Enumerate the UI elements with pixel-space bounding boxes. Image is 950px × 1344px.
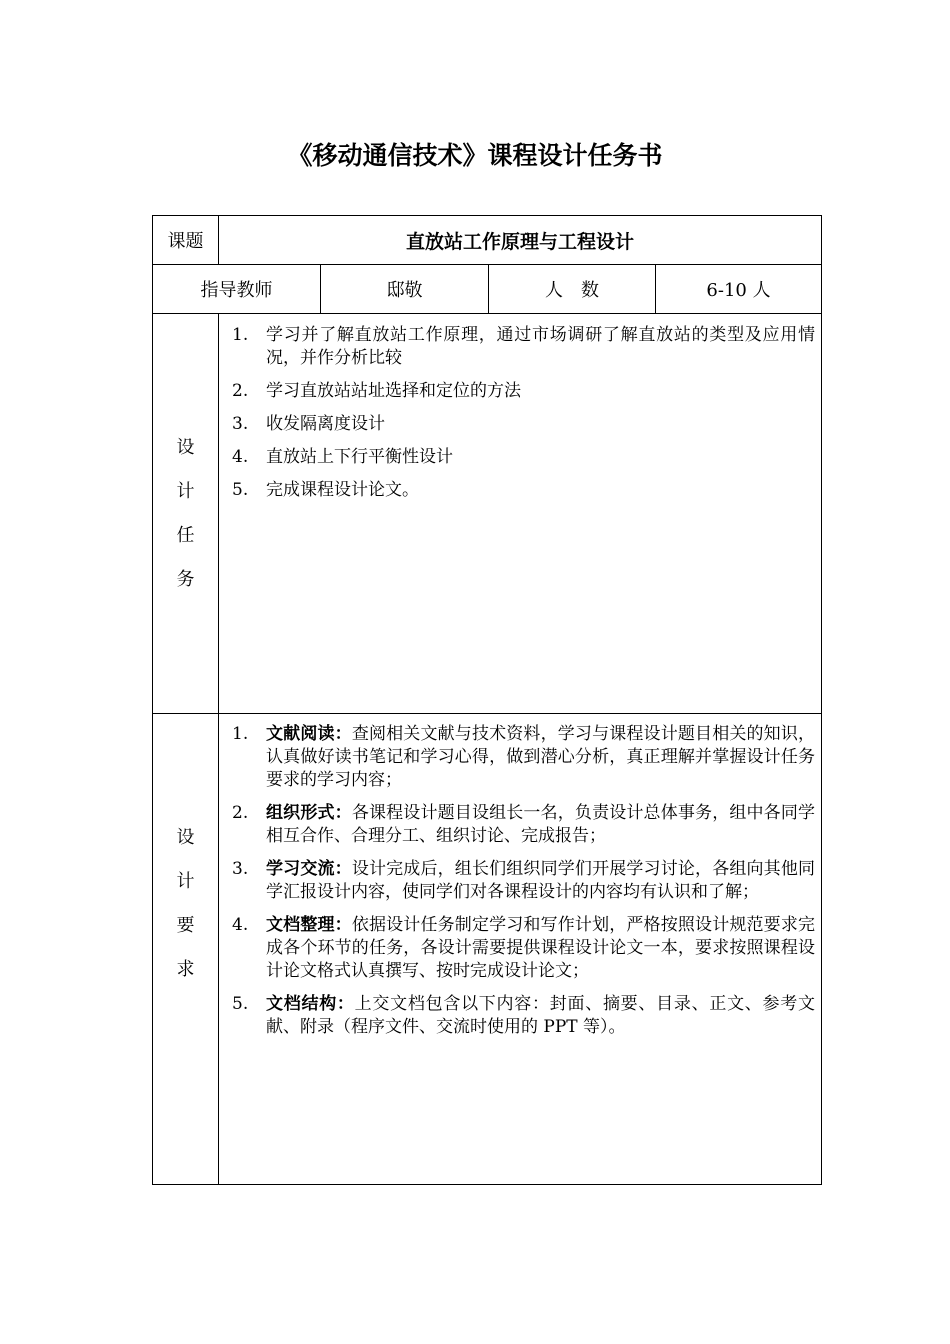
requirements-label-char: 求 — [176, 959, 195, 980]
item-text: 上交文档包含以下内容：封面、摘要、目录、正文、参考文献、附录（程序文件、交流时使用的 PPT 等）。 — [266, 994, 816, 1037]
item-heading: 文档整理： — [266, 915, 352, 935]
item-heading: 学习交流： — [266, 859, 352, 879]
item-number: 3. — [232, 414, 249, 434]
document-title: 《移动通信技术》课程设计任务书 — [287, 141, 663, 170]
list-item — [219, 993, 815, 1039]
item-heading: 文档结构： — [266, 994, 355, 1014]
requirements-label-char: 要 — [176, 915, 195, 936]
item-number: 5. — [232, 480, 249, 500]
item-text: 收发隔离度设计 — [266, 414, 385, 434]
requirements-label-char: 计 — [176, 871, 195, 892]
teacher-label: 指导教师 — [200, 280, 273, 301]
list-item — [219, 914, 815, 983]
tasks-label-cell — [153, 314, 218, 713]
item-number: 2. — [232, 803, 249, 823]
requirements-label-cell — [153, 714, 218, 1094]
list-item — [219, 446, 815, 469]
item-text: 完成课程设计论文。 — [266, 480, 419, 500]
list-item — [219, 324, 815, 370]
item-text: 设计完成后，组长们组织同学们开展学习讨论，各组向其他同学汇报设计内容，使同学们对各课程设计的内容均有认识和了解； — [266, 859, 816, 902]
item-number: 3. — [232, 859, 249, 879]
item-number: 1. — [232, 724, 249, 744]
list-item — [219, 858, 815, 904]
item-number: 5. — [232, 994, 249, 1014]
item-text: 各课程设计题目设组长一名，负责设计总体事务，组中各同学相互合作、合理分工、组织讨论、完成报告； — [266, 803, 816, 846]
item-number: 1. — [232, 325, 249, 345]
requirements-label — [177, 816, 195, 992]
people-label: 人 数 — [545, 280, 599, 301]
list-item — [219, 479, 815, 502]
tasks-label — [177, 426, 195, 602]
item-heading: 组织形式： — [266, 803, 352, 823]
item-text: 学习直放站站址选择和定位的方法 — [266, 381, 521, 401]
tasks-label-char: 务 — [176, 568, 195, 590]
tasks-list — [219, 324, 815, 512]
item-text: 查阅相关文献与技术资料，学习与课程设计题目相关的知识，认真做好读书笔记和学习心得，做到潜心分析，真正理解并掌握设计任务要求的学习内容； — [266, 724, 816, 790]
list-item — [219, 413, 815, 436]
tasks-label-char: 计 — [176, 480, 195, 502]
item-text: 直放站上下行平衡性设计 — [266, 447, 453, 467]
subject-value: 直放站工作原理与工程设计 — [405, 230, 634, 253]
task-table — [152, 215, 822, 1185]
tasks-label-char: 设 — [176, 436, 195, 458]
people-value: 6-10 人 — [706, 280, 771, 301]
item-text: 依据设计任务制定学习和写作计划，严格按照设计规范要求完成各个环节的任务，各设计需要提供课程设计论文一本，要求按照课程设计论文格式认真撰写、按时完成设计论文； — [266, 915, 816, 981]
list-item — [219, 723, 815, 792]
item-heading: 文献阅读： — [266, 724, 352, 744]
item-number: 2. — [232, 381, 249, 401]
item-number: 4. — [232, 915, 249, 935]
row-divider — [153, 313, 821, 314]
item-number: 4. — [232, 447, 249, 467]
item-text: 学习并了解直放站工作原理，通过市场调研了解直放站的类型及应用情况，并作分析比较 — [266, 325, 815, 368]
teacher-name: 邸敬 — [386, 280, 423, 301]
tasks-label-char: 任 — [176, 524, 195, 546]
list-item — [219, 380, 815, 403]
requirements-label-char: 设 — [176, 827, 195, 848]
row-divider — [153, 713, 821, 714]
requirements-list — [219, 723, 815, 1049]
subject-label: 课题 — [167, 231, 204, 252]
list-item — [219, 802, 815, 848]
